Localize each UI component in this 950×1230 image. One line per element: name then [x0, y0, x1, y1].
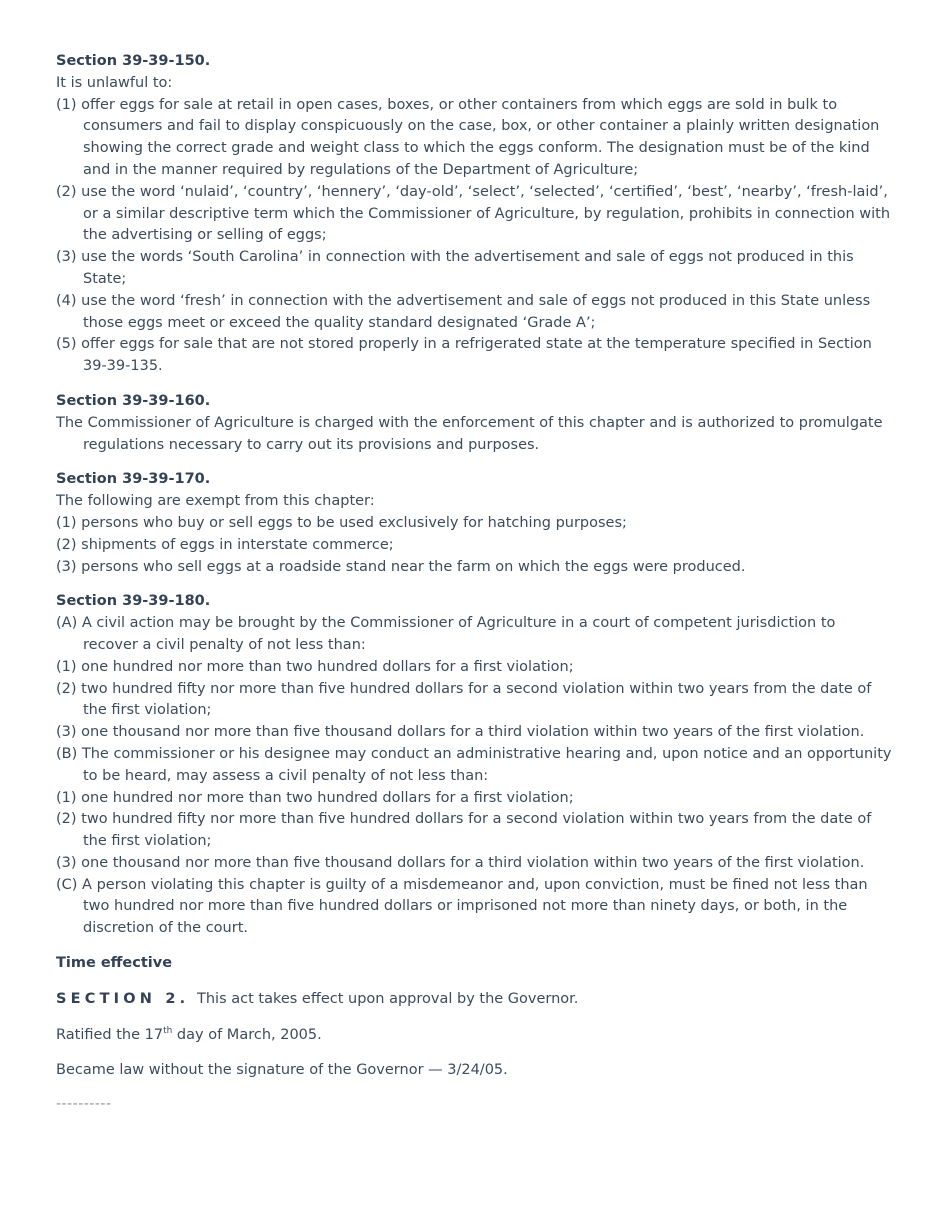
section-line: The Commissioner of Agriculture is charged with the enforcement of this chapter and is authorized to promulgate regulations necessary to carry out its provisions and purposes. [56, 414, 883, 453]
section-2-text: This act takes effect upon approval by the Governor. [197, 990, 579, 1007]
section-block [56, 469, 894, 578]
section-line: (3) one thousand nor more than five thousand dollars for a third violation within two years of the first violation. [56, 854, 865, 871]
section-line: (1) one hundred nor more than two hundred dollars for a first violation; [56, 658, 574, 675]
section-line: (2) shipments of eggs in interstate commerce; [56, 536, 394, 553]
section-2-paragraph [56, 989, 894, 1011]
ratified-prefix: Ratified the 17 [56, 1026, 164, 1043]
ratified-ordinal-suffix: th [163, 1025, 173, 1036]
ratified-paragraph [56, 1025, 894, 1047]
section-block [56, 51, 894, 378]
section-line: (1) persons who buy or sell eggs to be used exclusively for hatching purposes; [56, 514, 627, 531]
section-line: (A) A civil action may be brought by the Commissioner of Agriculture in a court of competent jurisdiction to recover a civil penalty of not less than: [56, 615, 836, 653]
became-law-paragraph: Became law without the signature of the Governor — 3/24/05. [56, 1062, 508, 1079]
end-rule: ---------- [56, 1096, 112, 1113]
section-line: (2) two hundred fifty nor more than five hundred dollars for a second violation within two years from the date of the first violation; [56, 811, 872, 850]
section-block [56, 391, 894, 456]
section-line: (1) offer eggs for sale at retail in open cases, boxes, or other containers from which eggs are sold in bulk to consumers and fail to display conspicuously on the case, box, or other container a plainly written designation showing the correct grade and weight class to which the eggs conform. The designation must be of the kind and in the manner required by regulations of the Department of Agriculture; [56, 96, 880, 178]
section-heading: Section 39-39-160. [56, 392, 211, 409]
section-line: (1) one hundred nor more than two hundred dollars for a first violation; [56, 789, 574, 806]
section-line: (2) two hundred fifty nor more than five hundred dollars for a second violation within two years from the date of the first violation; [56, 680, 872, 719]
section-line: (C) A person violating this chapter is guilty of a misdemeanor and, upon conviction, must be fined not less than two hundred nor more than five hundred dollars or imprisoned not more than ninety days, or both, in the discretion of the court. [56, 876, 868, 937]
section-block [56, 591, 894, 940]
section-heading: Section 39-39-180. [56, 593, 211, 610]
time-effective-heading: Time effective [56, 955, 173, 972]
section-heading: Section 39-39-150. [56, 53, 211, 69]
sections-container [56, 51, 894, 940]
section-line: (3) one thousand nor more than five thousand dollars for a third violation within two years of the first violation. [56, 724, 865, 741]
section-line: (3) use the words ‘South Carolina’ in connection with the advertisement and sale of eggs not produced in this State; [56, 249, 854, 287]
section-line: (5) offer eggs for sale that are not stored properly in a refrigerated state at the temperature specified in Section 39-39-135. [56, 336, 872, 375]
section-2-label: SECTION 2. [56, 990, 190, 1007]
section-line: (2) use the word ‘nulaid’, ‘country’, ‘hennery’, ‘day-old’, ‘select’, ‘selected’, ‘certified’, ‘best’, ‘nearby’, ‘fresh-laid’, or a similar descriptive term which the Commissioner of Agriculture, by regulation, prohibits in connection with the advertising or selling of eggs; [56, 183, 891, 244]
section-line: It is unlawful to: [56, 74, 173, 91]
section-heading: Section 39-39-170. [56, 471, 211, 488]
section-line: (4) use the word ‘fresh’ in connection with the advertisement and sale of eggs not produced in this State unless those eggs meet or exceed the quality standard designated ‘Grade A’; [56, 292, 871, 331]
section-line: (B) The commissioner or his designee may conduct an administrative hearing and, upon notice and an opportunity to be heard, may assess a civil penalty of not less than: [56, 745, 892, 784]
section-line: (3) persons who sell eggs at a roadside stand near the farm on which the eggs were produced. [56, 558, 746, 575]
section-line: The following are exempt from this chapter: [56, 493, 375, 510]
ratified-rest: day of March, 2005. [172, 1026, 322, 1043]
